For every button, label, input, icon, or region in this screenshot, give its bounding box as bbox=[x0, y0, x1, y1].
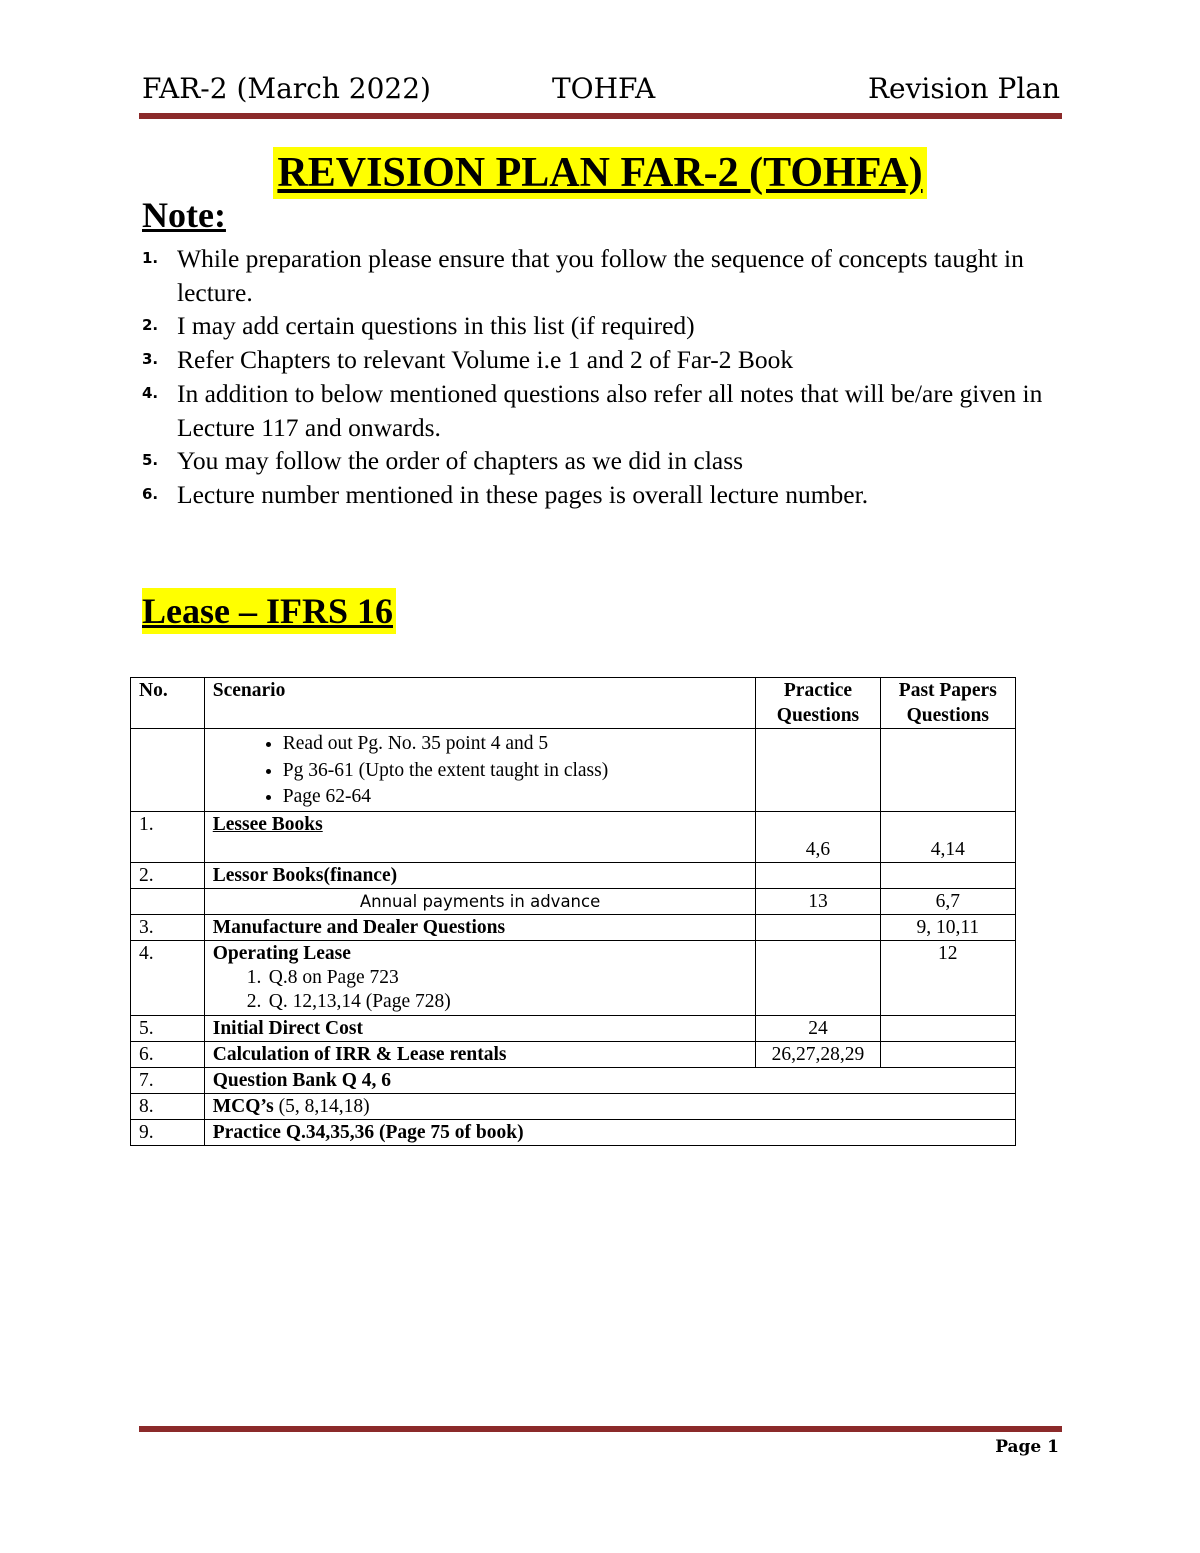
list-item-text: Q. 12,13,14 (Page 728) bbox=[268, 991, 451, 1012]
row-past-papers: 12 bbox=[880, 940, 1015, 1015]
list-item bbox=[246, 990, 748, 1015]
section-heading-container bbox=[142, 588, 396, 634]
row-scenario: Annual payments in advance bbox=[204, 888, 756, 914]
table-row bbox=[131, 862, 1016, 888]
table-row bbox=[131, 940, 1016, 1015]
row-scenario: Manufacture and Dealer Questions bbox=[204, 914, 756, 940]
note-text: Lecture number mentioned in these pages is overall lecture number. bbox=[177, 479, 869, 509]
revision-plan-table bbox=[130, 677, 1016, 1146]
note-number: 5. bbox=[142, 451, 159, 470]
table-row bbox=[131, 914, 1016, 940]
row-scenario: Practice Q.34,35,36 (Page 75 of book) bbox=[204, 1119, 1015, 1145]
row-past-papers: 9, 10,11 bbox=[880, 914, 1015, 940]
row-number: 5. bbox=[131, 1015, 205, 1041]
table-header-row bbox=[131, 678, 1016, 729]
note-text: While preparation please ensure that you follow the sequence of concepts taught in lecture. bbox=[177, 244, 1024, 307]
note-number: 6. bbox=[142, 484, 159, 503]
note-text: Refer Chapters to relevant Volume i.e 1 and 2 of Far-2 Book bbox=[177, 345, 794, 375]
table-row bbox=[131, 1041, 1016, 1067]
note-item bbox=[142, 478, 1082, 512]
note-item bbox=[142, 377, 1082, 444]
row-practice: 24 bbox=[756, 1015, 880, 1041]
bullet-item: • Page 62-64 bbox=[283, 784, 748, 811]
list-item bbox=[246, 966, 748, 991]
note-number: 1. bbox=[142, 249, 159, 267]
page-title: REVISION PLAN FAR-2 (TOHFA) bbox=[273, 147, 926, 199]
list-item-number: 2. bbox=[246, 991, 262, 1012]
row-scenario-bold: MCQ’s bbox=[212, 1095, 274, 1117]
note-number: 2. bbox=[142, 316, 159, 335]
footer-rule bbox=[139, 1426, 1062, 1432]
operating-lease-list bbox=[213, 966, 748, 1015]
note-text: In addition to below mentioned questions also refer all notes that will be/are given in Lecture 117 and onwards. bbox=[177, 378, 1043, 442]
note-number: 4. bbox=[142, 383, 159, 402]
row-practice: 26,27,28,29 bbox=[756, 1041, 880, 1067]
row-past-papers: 6,7 bbox=[880, 888, 1015, 914]
row-number: 6. bbox=[131, 1041, 205, 1067]
row-number: 4. bbox=[131, 940, 205, 1015]
table-row bbox=[131, 1093, 1016, 1119]
header-left-text: FAR-2 (March 2022) bbox=[142, 72, 431, 105]
header-rule bbox=[139, 113, 1062, 119]
table-row bbox=[131, 1015, 1016, 1041]
row-practice bbox=[756, 862, 880, 888]
note-number: 3. bbox=[142, 350, 159, 369]
note-text: You may follow the order of chapters as we did in class bbox=[177, 446, 744, 476]
row-number: 7. bbox=[131, 1067, 205, 1093]
header-scenario: Scenario bbox=[204, 678, 756, 729]
row-number: 8. bbox=[131, 1093, 205, 1119]
table-row bbox=[131, 811, 1016, 862]
page-header bbox=[140, 72, 1060, 112]
row-past-papers: 4,14 bbox=[880, 811, 1015, 862]
list-item-number: 1. bbox=[246, 966, 262, 988]
page-number: Page 1 bbox=[995, 1437, 1059, 1457]
row-scenario: Question Bank Q 4, 6 bbox=[204, 1067, 1015, 1093]
row-number: 1. bbox=[131, 811, 205, 862]
row-scenario: Initial Direct Cost bbox=[204, 1015, 756, 1041]
section-heading: Lease – IFRS 16 bbox=[142, 588, 396, 634]
row-number bbox=[131, 888, 205, 914]
row-scenario-rest: (5, 8,14,18) bbox=[273, 1095, 370, 1117]
notes-list bbox=[142, 242, 1082, 512]
row-practice: 4,6 bbox=[756, 811, 880, 862]
table-row bbox=[131, 888, 1016, 914]
row-number: 9. bbox=[131, 1119, 205, 1145]
note-item bbox=[142, 343, 1082, 377]
row-scenario: Lessor Books(finance) bbox=[204, 862, 756, 888]
header-past-papers-questions: Past Papers Questions bbox=[880, 678, 1015, 729]
row-past-papers bbox=[880, 862, 1015, 888]
row-practice bbox=[756, 914, 880, 940]
row-scenario: Operating Lease bbox=[212, 942, 351, 964]
row-past-papers bbox=[880, 1041, 1015, 1067]
list-item-text: Q.8 on Page 723 bbox=[268, 966, 399, 988]
note-item bbox=[142, 444, 1082, 478]
header-no: No. bbox=[131, 678, 205, 729]
note-text: I may add certain questions in this list (if required) bbox=[177, 311, 695, 341]
table-row bbox=[131, 1067, 1016, 1093]
row-scenario: Calculation of IRR & Lease rentals bbox=[204, 1041, 756, 1067]
header-right-text: Revision Plan bbox=[867, 72, 1060, 105]
note-item bbox=[142, 242, 1082, 309]
row-number: 2. bbox=[131, 862, 205, 888]
row-scenario: Lessee Books bbox=[204, 811, 756, 862]
header-practice-questions: Practice Questions bbox=[756, 678, 880, 729]
row-past-papers bbox=[880, 1015, 1015, 1041]
bullet-item: • Read out Pg. No. 35 point 4 and 5 bbox=[283, 731, 748, 758]
table-cell bbox=[880, 729, 1015, 812]
row-practice: 13 bbox=[756, 888, 880, 914]
bullet-item: • Pg 36-61 (Upto the extent taught in class) bbox=[283, 758, 748, 785]
table-cell bbox=[131, 729, 205, 812]
row-practice bbox=[756, 940, 880, 1015]
row-scenario-cell bbox=[204, 1093, 1015, 1119]
note-heading: Note: bbox=[142, 195, 226, 235]
header-center-text: TOHFA bbox=[552, 72, 656, 105]
table-cell bbox=[756, 729, 880, 812]
table-row bbox=[131, 729, 1016, 812]
table-row bbox=[131, 1119, 1016, 1145]
row-scenario-cell bbox=[204, 940, 756, 1015]
title-container bbox=[0, 147, 1200, 199]
table-cell bbox=[204, 729, 756, 812]
row-number: 3. bbox=[131, 914, 205, 940]
intro-bullet-list bbox=[213, 731, 748, 811]
note-item bbox=[142, 309, 1082, 343]
